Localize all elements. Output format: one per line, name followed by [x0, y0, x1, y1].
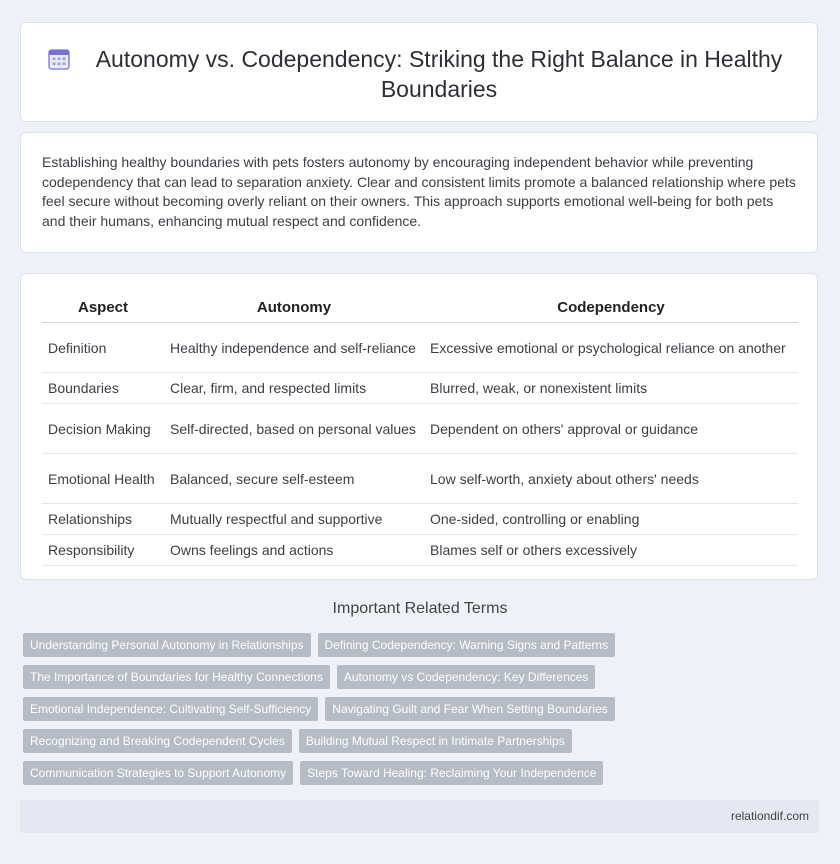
aspect-cell: Definition: [42, 323, 164, 373]
intro-card: [20, 132, 818, 253]
aspect-cell: Decision Making: [42, 404, 164, 454]
autonomy-cell: Owns feelings and actions: [164, 535, 424, 566]
table-row: [42, 323, 798, 373]
autonomy-cell: Healthy independence and self-reliance: [164, 323, 424, 373]
related-term-tag[interactable]: The Importance of Boundaries for Healthy Connections: [23, 665, 330, 689]
header-card: [20, 22, 818, 122]
codependency-cell: Excessive emotional or psychological reliance on another: [424, 323, 798, 373]
related-term-tag[interactable]: Understanding Personal Autonomy in Relationships: [23, 633, 311, 657]
autonomy-cell: Balanced, secure self-esteem: [164, 454, 424, 504]
autonomy-cell: Mutually respectful and supportive: [164, 504, 424, 535]
autonomy-cell: Clear, firm, and respected limits: [164, 373, 424, 404]
table-row: [42, 373, 798, 404]
intro-paragraph: Establishing healthy boundaries with pets fosters autonomy by encouraging independent behavior while preventing codependency that can lead to separation anxiety. Clear and consistent limits promote a balanced relationship where pets feel secure without becoming overly reliant on their owners. This approach supports emotional well-being for both pets and their humans, enhancing mutual respect and confidence.: [42, 154, 796, 229]
codependency-cell: Low self-worth, anxiety about others' needs: [424, 454, 798, 504]
related-terms-list: [23, 633, 623, 793]
table-row: [42, 404, 798, 454]
table-row: [42, 454, 798, 504]
calendar-icon: [47, 47, 71, 71]
table-row: [42, 504, 798, 535]
footer: [20, 800, 819, 833]
related-term-tag[interactable]: Defining Codependency: Warning Signs and Patterns: [318, 633, 616, 657]
aspect-cell: Relationships: [42, 504, 164, 535]
codependency-cell: Blurred, weak, or nonexistent limits: [424, 373, 798, 404]
codependency-cell: One-sided, controlling or enabling: [424, 504, 798, 535]
related-term-tag[interactable]: Autonomy vs Codependency: Key Differences: [337, 665, 596, 689]
comparison-table: [42, 293, 798, 566]
related-term-tag[interactable]: Recognizing and Breaking Codependent Cycles: [23, 729, 292, 753]
autonomy-cell: Self-directed, based on personal values: [164, 404, 424, 454]
header-aspect: Aspect: [42, 293, 164, 323]
related-term-tag[interactable]: Steps Toward Healing: Reclaiming Your Independence: [300, 761, 603, 785]
related-term-tag[interactable]: Building Mutual Respect in Intimate Partnerships: [299, 729, 572, 753]
aspect-cell: Emotional Health: [42, 454, 164, 504]
related-term-tag[interactable]: Communication Strategies to Support Autonomy: [23, 761, 293, 785]
aspect-cell: Boundaries: [42, 373, 164, 404]
aspect-cell: Responsibility: [42, 535, 164, 566]
related-terms-title: Important Related Terms: [332, 600, 508, 617]
page-title: Autonomy vs. Codependency: Striking the Right Balance in Healthy Boundaries: [95, 46, 783, 102]
header-codependency: Codependency: [424, 293, 798, 323]
comparison-card: [20, 273, 818, 580]
related-term-tag[interactable]: Emotional Independence: Cultivating Self-Sufficiency: [23, 697, 318, 721]
table-row: [42, 535, 798, 566]
codependency-cell: Blames self or others excessively: [424, 535, 798, 566]
header-autonomy: Autonomy: [164, 293, 424, 323]
related-term-tag[interactable]: Navigating Guilt and Fear When Setting Boundaries: [325, 697, 615, 721]
codependency-cell: Dependent on others' approval or guidance: [424, 404, 798, 454]
site-link[interactable]: relationdif.com: [730, 809, 809, 823]
